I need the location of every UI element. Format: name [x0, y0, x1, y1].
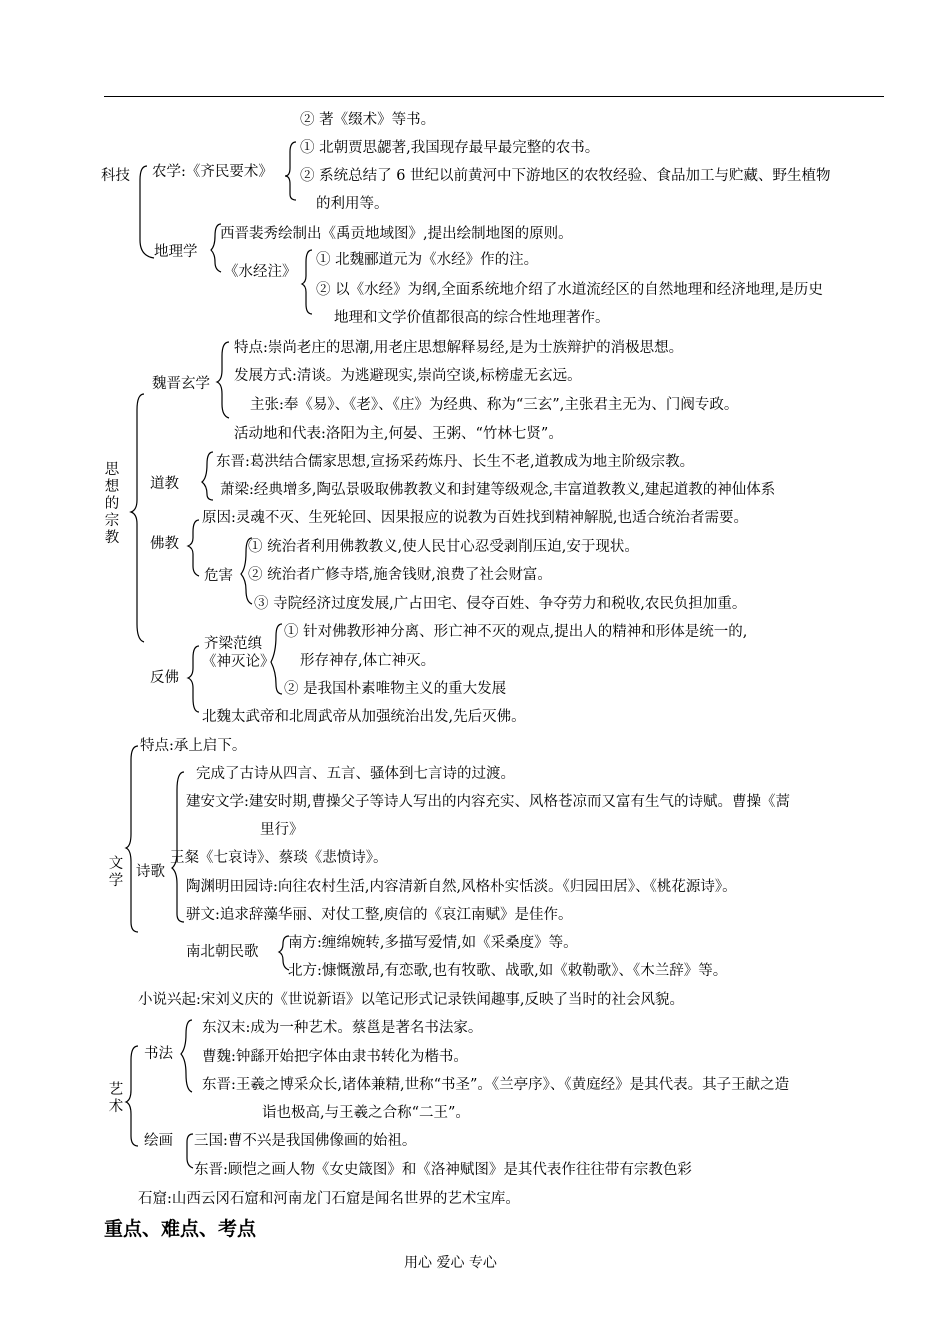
label-sixiang-vertical: 思想的宗教 [104, 462, 120, 546]
brace-xuanxue [217, 342, 229, 418]
text-line: 小说兴起:宋刘义庆的《世说新语》以笔记形式记录铁闻趣事,反映了当时的社会风貌。 [138, 992, 684, 1008]
text-line: 陶渊明田园诗:向往农村生活,内容清新自然,风格朴实恬淡。《归园田居》、《桃花源诗》。 [186, 879, 737, 895]
text-line: ② 以《水经》为纲,全面系统地介绍了水道流经区的自然地理和经济地理,是历史 [316, 282, 823, 298]
text-line: 地理和文学价值都很高的综合性地理著作。 [334, 310, 610, 326]
label-fanzhen: 齐梁范缜 [204, 636, 262, 652]
text-line: 特点:崇尚老庄的思潮,用老庄思想解释易经,是为士族辩护的消极思想。 [234, 340, 684, 356]
text-line: 活动地和代表:洛阳为主,何晏、王粥、“竹林七贤”。 [234, 426, 563, 442]
label-keji: 科技 [101, 168, 130, 184]
label-yishu-vertical: 艺术 [108, 1082, 124, 1115]
brace-shufa [181, 1020, 192, 1092]
text-line: 建安文学:建安时期,曹操父子等诗人写出的内容充实、风格苍凉而又富有生气的诗赋。曹操《蒿 [186, 794, 790, 810]
text-line: 三国:曹不兴是我国佛像画的始祖。 [194, 1133, 417, 1149]
brace-huihua [187, 1134, 193, 1168]
page-footer: 用心 爱心 专心 [404, 1255, 497, 1271]
brace-wenxue [126, 746, 138, 932]
text-line: 东晋:葛洪结合儒家思想,宣扬采药炼丹、长生不老,道教成为地主阶级宗教。 [216, 454, 695, 470]
brace-yishu [126, 1046, 138, 1146]
text-line: 东汉末:成为一种艺术。蔡邕是著名书法家。 [202, 1020, 483, 1036]
label-fojiao: 佛教 [150, 536, 179, 552]
text-line: ② 统治者广修寺塔,施舍钱财,浪费了社会财富。 [248, 567, 552, 583]
text-line: 发展方式:清谈。为逃避现实,崇尚空谈,标榜虚无玄远。 [234, 368, 582, 384]
label-wenxue-vertical: 文学 [108, 856, 124, 889]
label-weihai: 危害 [204, 568, 233, 584]
label-shenmielun: 《神灭论》 [202, 654, 275, 670]
brace-nongxue [285, 142, 296, 200]
text-line: ① 针对佛教形神分离、形亡神不灭的观点,提出人的精神和形体是统一的, [284, 624, 748, 640]
label-shige: 诗歌 [136, 864, 165, 880]
label-huihua: 绘画 [144, 1133, 173, 1149]
brace-daojiao [202, 452, 213, 500]
text-line: 东晋:王羲之博采众长,诸体兼精,世称“书圣”。《兰亭序》、《黄庭经》是其代表。其子王献之造 [202, 1077, 790, 1093]
text-line: 曹魏:钟繇开始把字体由隶书转化为楷书。 [202, 1049, 468, 1065]
text-line: 东晋:顾恺之画人物《女史箴图》和《洛神赋图》是其代表作往往带有宗教色彩 [194, 1162, 692, 1178]
text-line: 主张:奉《易》、《老》、《庄》为经典、称为“三玄”,主张君主无为、门阀专政。 [250, 397, 739, 413]
label-dilixue: 地理学 [154, 244, 198, 260]
text-line: ③ 寺院经济过度发展,广占田宅、侵夺百姓、争夺劳力和税收,农民负担加重。 [254, 596, 747, 612]
text-line: 的利用等。 [316, 196, 389, 212]
text-line: ① 统治者利用佛教教义,使人民甘心忍受剥削压迫,安于现状。 [248, 539, 639, 555]
brace-fojiao [188, 520, 199, 576]
text-line: 北魏太武帝和北周武帝从加强统治出发,先后灭佛。 [202, 709, 526, 725]
text-line: 萧梁:经典增多,陶弘景吸取佛教教义和封建等级观念,丰富道教教义,建起道教的神仙体系 [220, 482, 776, 498]
label-weijin: 魏晋玄学 [152, 376, 210, 392]
text-line: 特点:承上启下。 [140, 738, 247, 754]
section-heading: 重点、难点、考点 [104, 1218, 257, 1240]
text-line: 诣也极高,与王羲之合称“二王”。 [262, 1105, 470, 1121]
text-line: 骈文:追求辞藻华丽、对仗工整,庾信的《哀江南赋》是佳作。 [186, 907, 573, 923]
text-line: ② 是我国朴素唯物主义的重大发展 [284, 681, 507, 697]
text-line: ① 北魏郦道元为《水经》作的注。 [316, 252, 539, 268]
brace-shige [172, 772, 184, 922]
label-shuijingzhu: 《水经注》 [224, 264, 297, 280]
brace-sixiang [131, 394, 144, 642]
label-minge: 南北朝民歌 [186, 944, 259, 960]
text-line: 西晋裴秀绘制出《禹贡地域图》,提出绘制地图的原则。 [220, 226, 573, 242]
label-nongxue: 农学:《齐民要术》 [152, 164, 273, 180]
label-fanfo: 反佛 [150, 670, 179, 686]
text-line: 形存神存,体亡神灭。 [300, 653, 436, 669]
text-line: 北方:慷慨激昂,有恋歌,也有牧歌、战歌,如《敕勒歌》、《木兰辞》等。 [288, 963, 728, 979]
text-line: ② 著《缀术》等书。 [300, 112, 436, 128]
brace-fanfo [188, 646, 199, 712]
label-daojiao: 道教 [150, 476, 179, 492]
text-line: 石窟:山西云冈石窟和河南龙门石窟是闻名世界的艺术宝库。 [138, 1191, 520, 1207]
text-line: ① 北朝贾思勰著,我国现存最早最完整的农书。 [300, 140, 600, 156]
text-line: 王粲《七哀诗》、蔡琰《悲愤诗》。 [170, 850, 388, 866]
text-line: 南方:缠绵婉转,多描写爱情,如《采桑度》等。 [288, 935, 578, 951]
text-line: 里行》 [260, 822, 304, 838]
text-line: ② 系统总结了 6 世纪以前黄河中下游地区的农牧经验、食品加工与贮藏、野生植物 [300, 168, 831, 184]
text-line: 完成了古诗从四言、五言、骚体到七言诗的过渡。 [196, 766, 515, 782]
text-line: 原因:灵魂不灭、生死轮回、因果报应的说教为百姓找到精神解脱,也适合统治者需要。 [202, 510, 748, 526]
brace-shuijingzhu [302, 250, 312, 314]
label-shufa: 书法 [144, 1046, 173, 1062]
